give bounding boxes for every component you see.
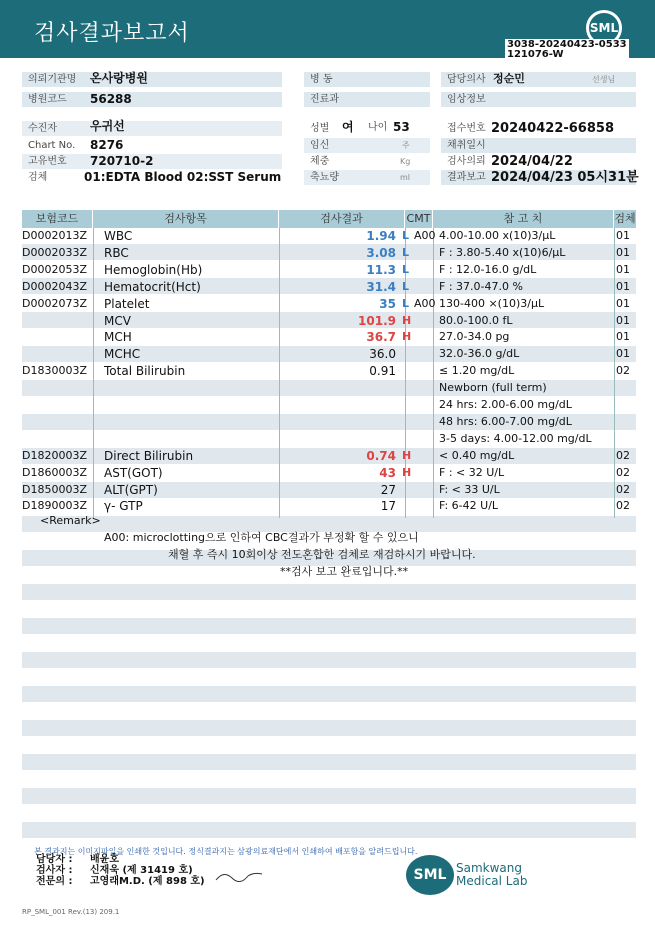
row-result: 36.7 (366, 330, 396, 345)
row-spec: 02 (616, 465, 630, 479)
row-item: Hemoglobin(Hb) (104, 262, 203, 277)
table-stripe (22, 720, 636, 736)
remark-line2: 채혈 후 즉시 10회이상 전도혼합한 검체로 재검하시기 바랍니다. (168, 548, 476, 561)
report-title: 검사결과보고서 (34, 21, 190, 46)
row-result: 27 (380, 482, 396, 497)
row-ref: 3-5 days: 4.00-12.00 mg/dL (439, 431, 592, 445)
report-code (505, 39, 629, 61)
table-stripe (22, 584, 636, 600)
charge-label: 담당자 : (36, 854, 73, 865)
name-label: 수진자 (22, 121, 282, 136)
examiner-value: 신재욱 (제 31419 호) (90, 865, 193, 876)
row-result: 0.91 (369, 364, 396, 379)
row-spec: 01 (616, 296, 630, 310)
form-code: RP_SML_001 Rev.(13) 209.1 (22, 908, 120, 916)
row-item: ALT(GPT) (104, 482, 158, 497)
row-spec: 01 (616, 279, 630, 293)
row-flag: L (402, 245, 410, 259)
dept-label: 진료과 (304, 92, 430, 107)
hospcode-label: 병원코드 (22, 92, 282, 107)
row-code: D1830003Z (22, 364, 87, 378)
divider-line (614, 228, 615, 518)
col-code: 보험코드 (22, 210, 93, 228)
charge-value: 배윤호 (90, 854, 119, 865)
row-flag: H (402, 448, 412, 462)
examiner-label: 검사자 : (36, 865, 73, 876)
collect-label: 채취일시 (441, 138, 636, 153)
remark-line3: **검사 보고 완료입니다.** (280, 565, 409, 578)
row-flag: L (402, 279, 410, 293)
row-item: MCV (104, 313, 131, 328)
row-flag: H (402, 465, 412, 479)
row-spec: 02 (616, 499, 630, 513)
remark-line1: A00: microclotting으로 인하여 CBC결과가 부정확 할 수 있으니 (104, 531, 419, 544)
row-ref: 27.0-34.0 pg (439, 330, 510, 344)
row-result: 31.4 (366, 279, 396, 294)
row-code: D1890003Z (22, 499, 87, 513)
row-cmt: A00 (414, 229, 436, 242)
request-value: 2024/04/22 (491, 154, 573, 169)
col-cmt: CMT (405, 210, 433, 228)
row-code: D1820003Z (22, 448, 87, 462)
row-code: D0002043Z (22, 279, 87, 293)
row-result: 43 (379, 465, 396, 480)
row-ref: 130-400 ×(10)3/μL (439, 296, 545, 310)
row-result: 3.08 (366, 245, 396, 260)
row-code: D0002053Z (22, 262, 87, 276)
hospcode-value: 56288 (90, 92, 132, 106)
row-item: Total Bilirubin (104, 364, 186, 379)
doctor-label: 담당의사 (441, 72, 636, 87)
col-spec: 검체 (614, 212, 636, 225)
request-label: 검사의뢰 (441, 154, 636, 169)
row-spec: 01 (616, 245, 630, 259)
table-stripe (22, 618, 636, 634)
row-item: Platelet (104, 296, 150, 311)
row-cmt: A00 (414, 296, 436, 310)
report-value: 2024/04/23 05시31분 (491, 170, 639, 185)
row-spec: 02 (616, 448, 630, 462)
row-ref: F : < 32 U/L (439, 465, 505, 479)
row-ref: ≤ 1.20 mg/dL (439, 364, 515, 378)
sex-value: 여 (342, 120, 354, 134)
clinical-label: 임상정보 (441, 92, 636, 107)
sex-label: 성별 (304, 121, 430, 136)
row-result: 17 (380, 499, 396, 514)
report-code-line2: 121076-W (507, 49, 564, 60)
specialist-value: 고영래M.D. (제 898 호) (90, 876, 205, 887)
receipt-label: 접수번호 (441, 121, 636, 136)
report-code-line1: 3038-20240423-0533 (507, 39, 627, 50)
row-code: D0002013Z (22, 229, 87, 242)
name-value: 우귀선 (90, 119, 125, 133)
results-table-header (22, 210, 636, 228)
row-result: 35 (379, 296, 396, 311)
row-spec: 01 (616, 262, 630, 276)
col-result: 검사결과 (279, 210, 405, 228)
row-ref: 24 hrs: 2.00-6.00 mg/dL (439, 398, 572, 411)
row-ref: F : 12.0-16.0 g/dL (439, 262, 537, 276)
row-item: Direct Bilirubin (104, 448, 194, 463)
footer-notice: 본 결과지는 이미지파일을 인쇄한 것입니다. 정식결과지는 삼광의료재단에서 인쇄하여 배포함을 알려드립니다. (34, 847, 418, 856)
row-ref: F : 37.0-47.0 % (439, 279, 523, 293)
receipt-value: 20240422-66858 (491, 121, 614, 136)
row-flag: L (402, 296, 410, 310)
row-item: MCH (104, 330, 132, 345)
row-result: 11.3 (366, 262, 396, 277)
row-ref: F: 6-42 U/L (439, 499, 499, 513)
row-ref: 4.00-10.00 x(10)3/μL (439, 229, 556, 242)
id-label: 고유번호 (22, 154, 282, 169)
divider-line (93, 228, 94, 518)
row-code: D1860003Z (22, 465, 87, 479)
sml-logo: SML (586, 10, 622, 46)
weight-unit: Kg (400, 157, 411, 166)
row-ref: F: < 33 U/L (439, 482, 500, 496)
ward-label: 병 동 (304, 72, 430, 87)
row-item: AST(GOT) (104, 465, 163, 480)
row-item: WBC (104, 229, 133, 243)
doctor-suffix: 선생님 (592, 75, 616, 84)
specialist-label: 전문의 : (36, 876, 73, 887)
row-code: D0002073Z (22, 296, 87, 310)
row-item: RBC (104, 245, 129, 260)
table-stripe (22, 822, 636, 838)
row-code: D1850003Z (22, 482, 87, 496)
row-flag: L (402, 229, 410, 242)
row-flag: H (402, 313, 412, 327)
chart-label: Chart No. (22, 138, 282, 153)
row-code: D0002033Z (22, 245, 87, 259)
row-ref: 80.0-100.0 fL (439, 313, 513, 327)
row-ref: < 0.40 mg/dL (439, 448, 515, 462)
row-ref: 32.0-36.0 g/dL (439, 347, 520, 361)
chart-value: 8276 (90, 138, 124, 152)
row-item: Hematocrit(Hct) (104, 279, 201, 294)
hospital-label: 의뢰기관명 (22, 72, 282, 87)
row-ref: 48 hrs: 6.00-7.00 mg/dL (439, 414, 572, 428)
sml-footer-logo: SML (406, 855, 454, 895)
row-flag: H (402, 330, 412, 344)
urine-label: 축뇨량 (304, 170, 430, 185)
row-flag: L (402, 262, 410, 276)
specimen-label: 검체 (22, 170, 282, 185)
id-value: 720710-2 (90, 154, 154, 168)
col-item: 검사항목 (93, 210, 279, 228)
remark-label: <Remark> (40, 514, 101, 527)
preg-unit: 주 (402, 141, 410, 150)
hospital-value: 온사랑병원 (90, 71, 148, 85)
row-spec: 02 (616, 364, 630, 378)
table-stripe (22, 686, 636, 702)
company-line1: Samkwang (456, 861, 522, 875)
age-label: 나이 (368, 122, 388, 133)
row-spec: 01 (616, 229, 630, 242)
row-spec: 01 (616, 347, 630, 361)
row-item: MCHC (104, 347, 141, 362)
row-spec: 01 (616, 313, 630, 327)
table-stripe (22, 788, 636, 804)
signature-image (214, 868, 264, 884)
row-result: 0.74 (366, 448, 396, 463)
company-line2: Medical Lab (456, 874, 528, 888)
age-value: 53 (393, 120, 410, 134)
divider-line (433, 228, 434, 518)
weight-label: 체중 (304, 154, 430, 169)
row-result: 36.0 (369, 347, 396, 362)
row-ref: F : 3.80-5.40 x(10)6/μL (439, 245, 566, 259)
row-spec: 01 (616, 330, 630, 344)
preg-label: 임신 (304, 138, 430, 153)
company-name (456, 862, 527, 888)
row-result: 101.9 (358, 313, 396, 328)
doctor-value: 정순민 (493, 72, 525, 85)
report-label: 결과보고 (441, 170, 636, 185)
col-ref: 참 고 치 (433, 210, 614, 228)
specimen-value: 01:EDTA Blood 02:SST Serum (84, 170, 282, 184)
row-item: γ- GTP (104, 499, 143, 514)
row-result: 1.94 (366, 229, 396, 243)
row-ref: Newborn (full term) (439, 381, 547, 395)
urine-unit: ml (400, 173, 411, 182)
table-stripe (22, 754, 636, 770)
row-spec: 02 (616, 482, 630, 496)
table-stripe (22, 652, 636, 668)
